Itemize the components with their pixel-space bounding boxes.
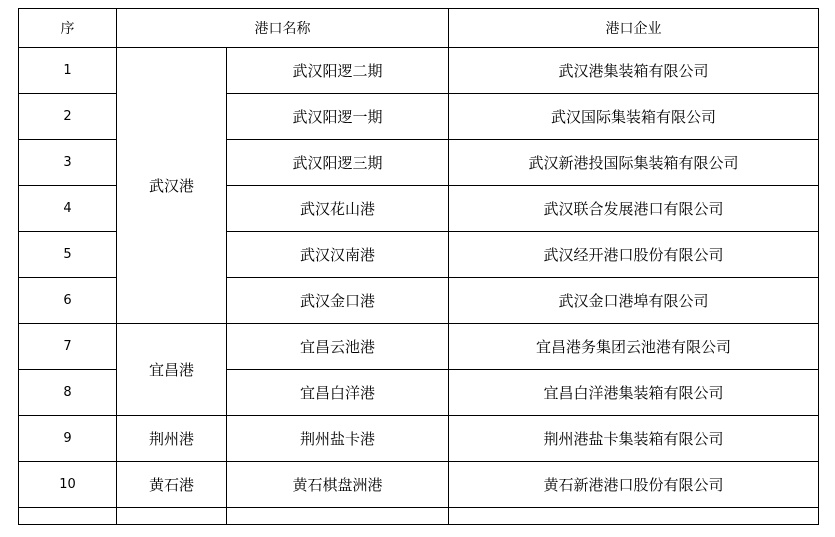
table-header bbox=[19, 9, 819, 48]
cell-company: 黄石新港港口股份有限公司 bbox=[449, 462, 819, 508]
cell-port-group: 荆州港 bbox=[117, 416, 227, 462]
header-row bbox=[19, 9, 819, 48]
footer-cell-port bbox=[117, 508, 227, 525]
header-seq: 序 bbox=[19, 9, 117, 48]
cell-seq: 8 bbox=[19, 370, 117, 416]
cell-company: 武汉金口港埠有限公司 bbox=[449, 278, 819, 324]
cell-company: 宜昌港务集团云池港有限公司 bbox=[449, 324, 819, 370]
cell-port-name: 宜昌白洋港 bbox=[227, 370, 449, 416]
header-port-enterprise: 港口企业 bbox=[449, 9, 819, 48]
cell-port-name: 武汉阳逻三期 bbox=[227, 140, 449, 186]
table-row bbox=[19, 416, 819, 462]
cell-seq: 4 bbox=[19, 186, 117, 232]
cell-port-name: 武汉花山港 bbox=[227, 186, 449, 232]
cell-port-name: 荆州盐卡港 bbox=[227, 416, 449, 462]
cell-port-name: 宜昌云池港 bbox=[227, 324, 449, 370]
container-port-table bbox=[18, 8, 819, 525]
cell-seq: 3 bbox=[19, 140, 117, 186]
cell-company: 武汉联合发展港口有限公司 bbox=[449, 186, 819, 232]
table-row bbox=[19, 462, 819, 508]
cell-port-name: 武汉金口港 bbox=[227, 278, 449, 324]
cell-seq: 9 bbox=[19, 416, 117, 462]
cell-seq: 2 bbox=[19, 94, 117, 140]
cell-port-group: 黄石港 bbox=[117, 462, 227, 508]
cell-company: 武汉新港投国际集装箱有限公司 bbox=[449, 140, 819, 186]
cell-port-name: 武汉阳逻二期 bbox=[227, 48, 449, 94]
footer-cell-company bbox=[449, 508, 819, 525]
cell-port-group: 宜昌港 bbox=[117, 324, 227, 416]
footer-cell-name bbox=[227, 508, 449, 525]
cell-company: 武汉国际集装箱有限公司 bbox=[449, 94, 819, 140]
cell-port-name: 武汉阳逻一期 bbox=[227, 94, 449, 140]
cell-company: 武汉港集装箱有限公司 bbox=[449, 48, 819, 94]
footer-cell-seq bbox=[19, 508, 117, 525]
cell-seq: 6 bbox=[19, 278, 117, 324]
cell-port-name: 黄石棋盘洲港 bbox=[227, 462, 449, 508]
cell-company: 武汉经开港口股份有限公司 bbox=[449, 232, 819, 278]
cell-port-name: 武汉汉南港 bbox=[227, 232, 449, 278]
table-body bbox=[19, 48, 819, 525]
table-row bbox=[19, 48, 819, 94]
cell-seq: 5 bbox=[19, 232, 117, 278]
table-row bbox=[19, 324, 819, 370]
cell-seq: 7 bbox=[19, 324, 117, 370]
cell-port-group: 武汉港 bbox=[117, 48, 227, 324]
cell-company: 荆州港盐卡集装箱有限公司 bbox=[449, 416, 819, 462]
cell-seq: 1 bbox=[19, 48, 117, 94]
table-footer-row bbox=[19, 508, 819, 525]
cell-seq: 10 bbox=[19, 462, 117, 508]
header-port-name: 港口名称 bbox=[117, 9, 449, 48]
cell-company: 宜昌白洋港集装箱有限公司 bbox=[449, 370, 819, 416]
